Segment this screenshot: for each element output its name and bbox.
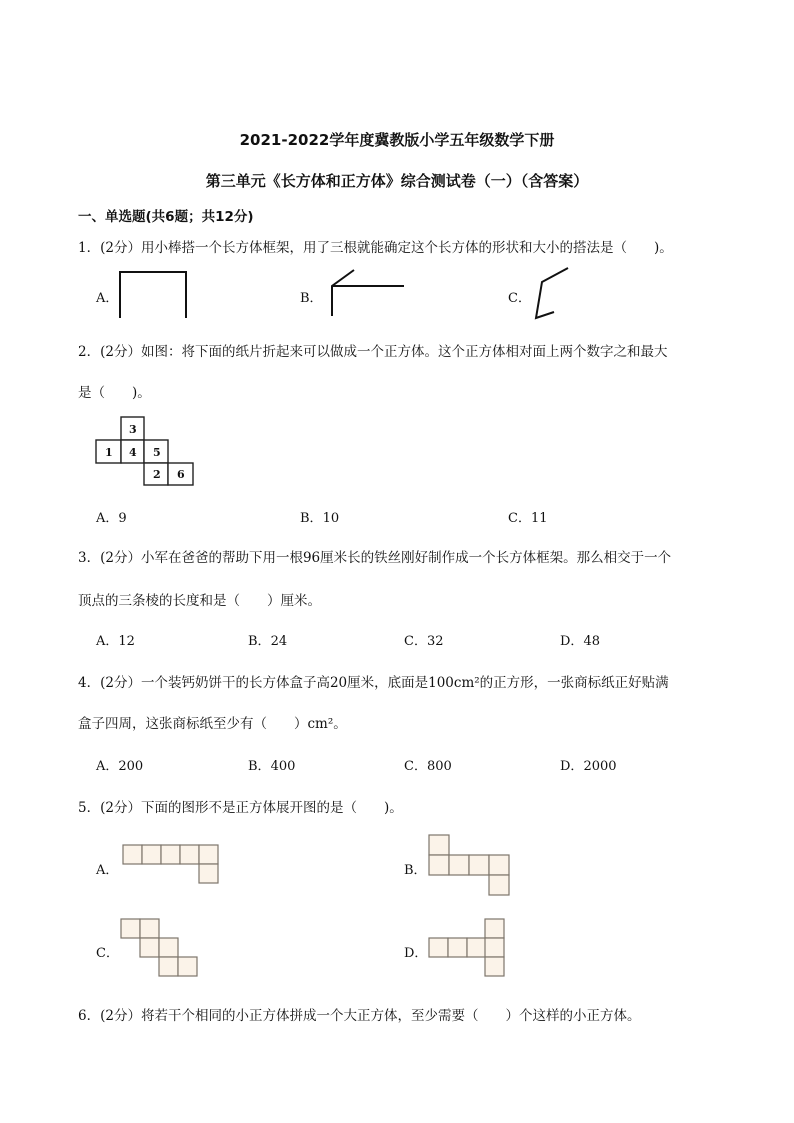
question-5-option-d-label[interactable]: D． [404,946,428,961]
question-1-option-c-label[interactable]: C． [508,291,531,306]
option-value: 9 [118,511,127,526]
question-5-option-b-label[interactable]: B． [404,863,427,878]
question-5-option-a-label[interactable]: A． [96,863,119,878]
option-label: A． [96,511,119,526]
net-number-5: 5 [153,446,161,459]
option-label: A． [96,634,119,649]
option-value: 800 [426,759,452,774]
question-1-text: 1．(2分）用小棒搭一个长方体框架，用了三根就能确定这个长方体的形状和大小的搭法是（ )。 [78,240,673,256]
section-heading: 一、单选题(共6题；共12分) [78,209,254,225]
page-title-line1: 2021-2022学年度冀教版小学五年级数学下册 [239,131,555,149]
question-4-text-line2: 盒子四周，这张商标纸至少有（ ）cm²。 [78,716,347,732]
question-5-option-d-net [428,918,508,980]
question-5-option-a-net [122,844,222,886]
option-label: C． [508,511,531,526]
question-5-option-c-net [120,918,206,980]
question-1-option-a-figure [116,270,192,320]
option-label: C． [404,634,427,649]
page-title-line2: 第三单元《长方体和正方体》综合测试卷（一）（含答案） [205,172,589,190]
question-2-option-b[interactable] [300,507,339,526]
option-label: B． [248,759,271,774]
question-5-option-b-net [428,834,514,898]
question-2-option-c[interactable] [508,507,548,526]
question-5-text: 5．(2分）下面的图形不是正方体展开图的是（ )。 [78,800,403,816]
option-value: 10 [322,511,340,526]
option-value: 48 [583,634,600,649]
option-value: 24 [270,634,288,649]
question-6-text: 6．(2分）将若干个相同的小正方体拼成一个大正方体，至少需要（ ）个这样的小正方体。 [78,1008,641,1024]
option-value: 200 [118,759,144,774]
question-1-option-b-label[interactable]: B． [300,291,323,306]
net-number-4: 4 [129,446,137,459]
option-value: 11 [530,511,548,526]
option-label: D． [560,634,584,649]
question-4-option-d[interactable] [560,755,617,774]
question-4-option-a[interactable] [96,755,143,774]
option-value: 32 [426,634,444,649]
question-3-option-c[interactable] [404,630,444,649]
net-number-6: 6 [177,468,185,481]
question-3-option-b[interactable] [248,630,287,649]
question-3-text-line2: 顶点的三条棱的长度和是（ ）厘米。 [78,593,321,609]
net-number-2: 2 [153,468,161,481]
question-4-text-line1: 4．(2分）一个装钙奶饼干的长方体盒子高20厘米，底面是100cm²的正方形，一张商标纸正好贴满 [78,675,669,691]
question-3-text-line1: 3．(2分）小军在爸爸的帮助下用一根96厘米长的铁丝刚好制作成一个长方体框架。那么相交于一个 [78,550,672,566]
option-label: C． [404,759,427,774]
question-2-text-line2: 是（ )。 [78,385,151,401]
question-5-option-c-label[interactable]: C． [96,946,119,961]
net-number-1: 1 [105,446,113,459]
net-number-3: 3 [129,423,137,436]
question-4-option-b[interactable] [248,755,295,774]
question-3-option-a[interactable] [96,630,135,649]
option-value: 2000 [583,759,617,774]
question-1-option-c-figure [528,266,572,322]
option-label: B． [248,634,271,649]
question-2-option-a[interactable] [96,507,127,526]
question-2-cube-net [94,416,196,488]
option-value: 400 [270,759,296,774]
option-label: D． [560,759,584,774]
question-1-option-a-label[interactable]: A． [96,291,119,306]
question-1-option-b-figure [322,266,406,318]
option-label: B． [300,511,323,526]
question-2-text-line1: 2．(2分）如图：将下面的纸片折起来可以做成一个正方体。这个正方体相对面上两个数字之和最大 [78,344,668,360]
option-value: 12 [118,634,135,649]
question-3-option-d[interactable] [560,630,600,649]
question-4-option-c[interactable] [404,755,452,774]
option-label: A． [96,759,119,774]
